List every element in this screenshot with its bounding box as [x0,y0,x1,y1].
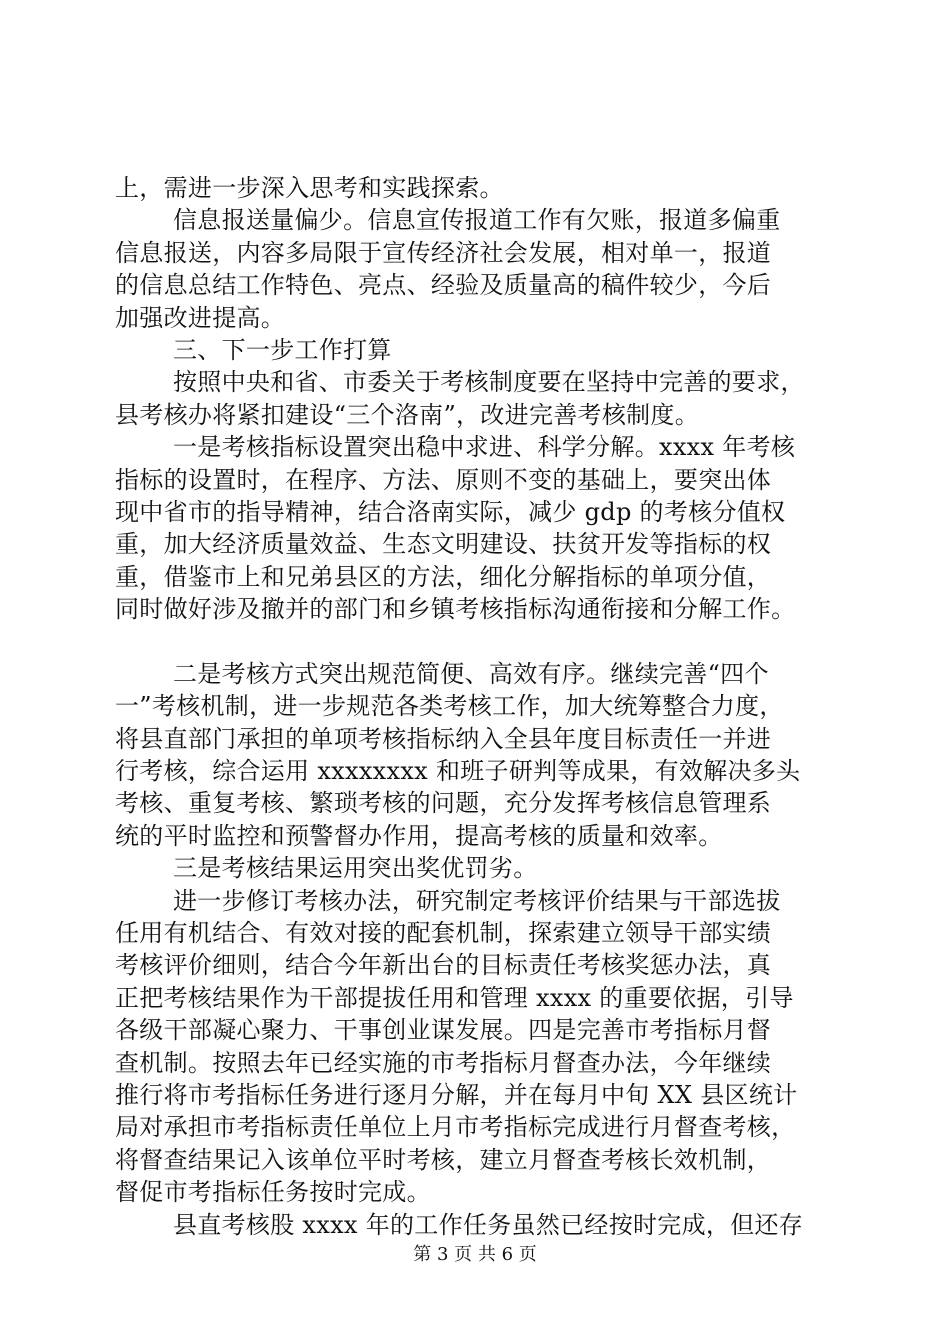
text-line: 任用有机结合、有效对接的配套机制，探索建立领导干部实绩 [115,918,772,947]
text-line: 正把考核结果作为干部提拔任用和管理 xxxx 的重要依据，引导 [115,983,794,1012]
text-line: 查机制。按照去年已经实施的市考指标月督查办法，今年继续 [115,1048,772,1077]
text-line: 一”考核机制，进一步规范各类考核工作，加大统筹整合力度， [115,692,784,721]
blank-line [115,625,850,657]
text-line: 加强改进提高。 [115,303,286,332]
text-line: 同时做好涉及撤并的部门和乡镇考核指标沟通衔接和分解工作。 [115,595,796,624]
text-line: 上，需进一步深入思考和实践探索。 [115,174,504,202]
text-line: 的信息总结工作特色、亮点、经验及质量高的稿件较少，今后 [115,271,772,300]
text-line: 指标的设置时，在程序、方法、原则不变的基础上，要突出体 [115,465,772,494]
document-body [115,172,850,1241]
text-line: 三、下一步工作打算 [173,335,392,364]
text-line: 按照中央和省、市委关于考核制度要在坚持中完善的要求， [173,368,805,397]
text-line: 督促市考指标任务按时完成。 [115,1178,431,1207]
text-line: 重，借鉴市上和兄弟县区的方法，细化分解指标的单项分值， [115,562,772,591]
text-line: 各级干部凝心聚力、干事创业谋发展。四是完善市考指标月督 [115,1016,772,1045]
text-line: 行考核，综合运用 xxxxxxxx 和班子研判等成果，有效解决多头 [115,757,801,786]
text-line: 三是考核结果运用突出奖优罚劣。 [173,854,538,883]
text-line: 统的平时监控和预警督办作用，提高考核的质量和效率。 [115,821,723,850]
text-line: 现中省市的指导精神，结合洛南实际，减少 gdp 的考核分值权 [115,497,786,526]
text-line: 局对承担市考指标责任单位上月市考指标完成进行月督查考核， [115,1113,796,1142]
text-line: 考核、重复考核、繁琐考核的问题，充分发挥考核信息管理系 [115,789,772,818]
text-line: 二是考核方式突出规范简便、高效有序。继续完善“四个 [173,659,769,688]
text-line: 考核评价细则，结合今年新出台的目标责任考核奖惩办法，真 [115,951,772,980]
text-line: 县考核办将紧扣建设“三个洛南”，改进完善考核制度。 [115,400,700,429]
text-line: 信息报送量偏少。信息宣传报道工作有欠账，报道多偏重 [173,206,781,235]
text-line: 一是考核指标设置突出稳中求进、科学分解。xxxx 年考核 [173,433,796,462]
text-line: 信息报送，内容多局限于宣传经济社会发展，相对单一，报道 [115,238,772,267]
text-line: 进一步修订考核办法，研究制定考核评价结果与干部选拔 [173,886,781,915]
text-line: 县直考核股 xxxx 年的工作任务虽然已经按时完成，但还存 [173,1210,804,1239]
page-number-footer: 第 3 页 共 6 页 [413,1244,537,1265]
text-line: 推行将市考指标任务进行逐月分解，并在每月中旬 XX 县区统计 [115,1080,798,1109]
text-line: 将督查结果记入该单位平时考核，建立月督查考核长效机制， [115,1145,772,1174]
text-line: 重，加大经济质量效益、生态文明建设、扶贫开发等指标的权 [115,530,772,559]
text-line: 将县直部门承担的单项考核指标纳入全县年度目标责任一并进 [115,724,772,753]
